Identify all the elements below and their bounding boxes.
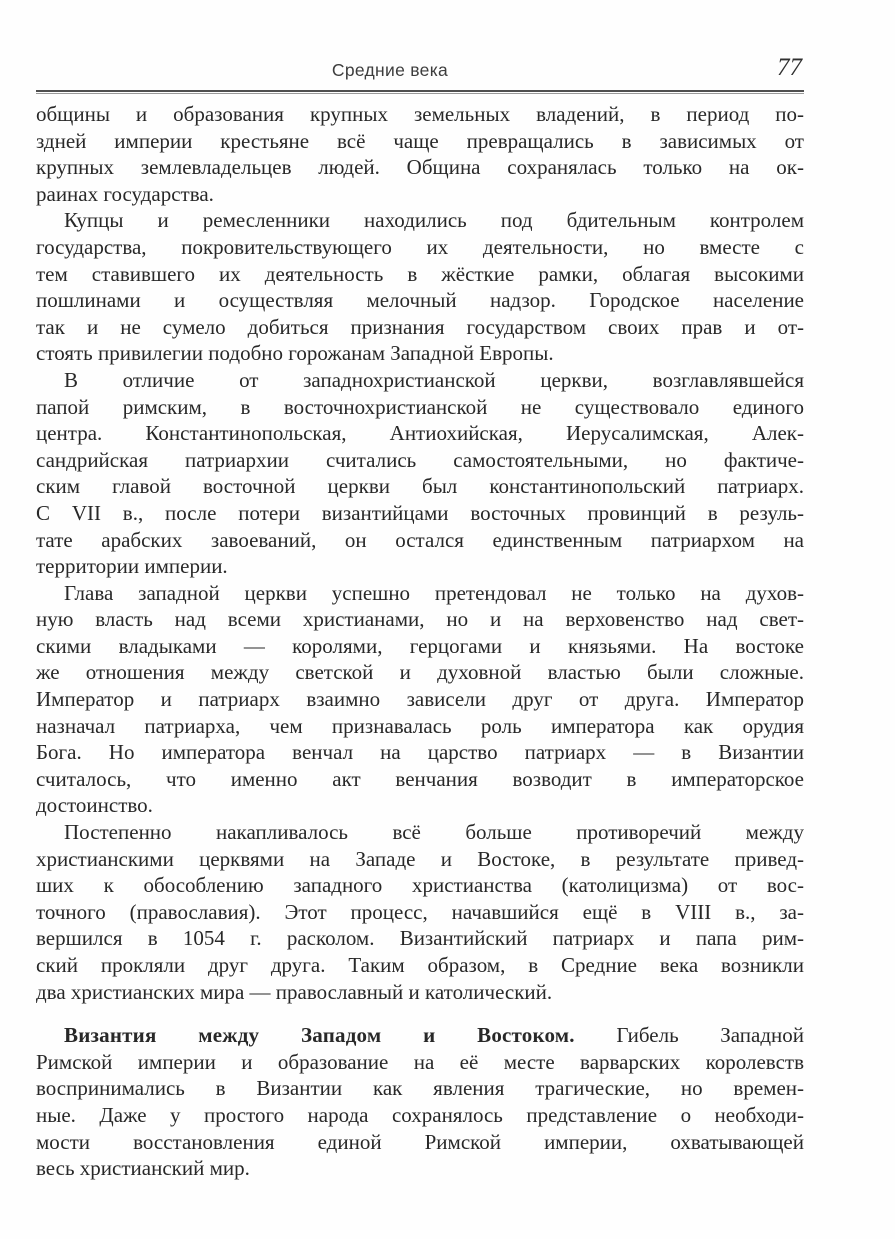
paragraph-byzantium-section xyxy=(36,1022,804,1182)
text-line: Римской империи и образование на её месте варварских королевств xyxy=(36,1049,804,1074)
text-line: Купцы и ремесленники находились под бдительным контролем xyxy=(64,208,804,233)
text-line: ные. Даже у простого народа сохранялось представление о необходи- xyxy=(36,1102,804,1127)
page-header xyxy=(36,54,804,90)
paragraph-merchants xyxy=(36,207,804,367)
page-number: 77 xyxy=(777,54,802,81)
text-line: воспринимались в Византии как явления трагические, но времен- xyxy=(36,1076,804,1101)
text-line: государства, покровительствующего их деятельности, но вместе с xyxy=(36,234,804,259)
text-line: С VII в., после потери византийцами восточных провинций в резуль- xyxy=(36,500,804,525)
text-line: достоинство. xyxy=(36,793,153,818)
text-line: папой римским, в восточнохристианской не существовало единого xyxy=(36,394,804,419)
text-line: ским главой восточной церкви был константинопольский патриарх. xyxy=(36,474,804,499)
section-run-in-heading: Византия между Западом и Востоком. xyxy=(64,1023,575,1048)
running-title: Средние века xyxy=(331,60,449,80)
paragraph-western-church xyxy=(36,580,804,819)
text-line: территории империи. xyxy=(36,554,228,579)
text-line: два христианских мира — православный и католический. xyxy=(36,979,553,1004)
heading-line-rest: Гибель Западной xyxy=(616,1023,805,1048)
text-line: здней империи крестьяне всё чаще превращались в зависимых от xyxy=(36,128,804,153)
text-line: тем ставившего их деятельность в жёсткие рамки, облагая высокими xyxy=(36,261,804,286)
text-line: Император и патриарх взаимно зависели друг от друга. Император xyxy=(36,687,804,712)
text-line: тате арабских завоеваний, он остался единственным патриархом на xyxy=(36,527,804,552)
text-line: так и не сумело добиться признания государством своих прав и от- xyxy=(36,314,804,339)
text-line: центра. Константинопольская, Антиохийская, Иерусалимская, Алек- xyxy=(36,421,804,446)
text-line: христианскими церквями на Западе и Востоке, в результате привед- xyxy=(36,846,804,871)
page-body xyxy=(36,101,804,1182)
header-rule xyxy=(36,90,804,94)
text-line: ский прокляли друг друга. Таким образом, в Средние века возникли xyxy=(36,953,804,977)
text-line: Глава западной церкви успешно претендовал не только на духов- xyxy=(64,580,804,605)
text-line: Бога. Но императора венчал на царство патриарх — в Византии xyxy=(36,740,804,765)
text-line: считалось, что именно акт венчания возводит в императорское xyxy=(36,766,804,791)
text-line: ших к обособлению западного христианства (католицизма) от вос- xyxy=(36,873,804,898)
text-line: же отношения между светской и духовной властью были сложные. xyxy=(36,660,804,685)
text-line: В отличие от западнохристианской церкви, возглавлявшейся xyxy=(64,367,804,392)
text-line: пошлинами и осуществляя мелочный надзор. Городское население xyxy=(36,288,804,313)
text-line: сандрийская патриархии считались самостоятельными, но фактиче- xyxy=(36,447,804,472)
text-line: весь христианский мир. xyxy=(36,1156,250,1181)
text-line: ную власть над всеми христианами, но и на верховенство над свет- xyxy=(36,607,804,632)
text-line: крупных землевладельцев людей. Община сохранялась только на ок- xyxy=(36,155,804,180)
text-line: Постепенно накапливалось всё больше противоречий между xyxy=(64,820,804,845)
paragraph-schism xyxy=(36,819,804,1005)
paragraph-community xyxy=(36,101,804,207)
text-line: назначал патриарха, чем признавалась роль императора как орудия xyxy=(36,713,804,738)
paragraph-eastern-church xyxy=(36,367,804,580)
text-line: раинах государства. xyxy=(36,181,214,206)
text-line xyxy=(36,1022,804,1049)
page-content xyxy=(36,54,805,1182)
text-line: общины и образования крупных земельных владений, в период по- xyxy=(36,102,804,126)
text-line: скими владыками — королями, герцогами и князьями. На востоке xyxy=(36,633,804,658)
text-line: точного (православия). Этот процесс, начавшийся ещё в VIII в., за- xyxy=(36,899,804,924)
text-line: стоять привилегии подобно горожанам Западной Европы. xyxy=(36,341,554,366)
text-line: вершился в 1054 г. расколом. Византийский патриарх и папа рим- xyxy=(36,926,804,951)
text-line: мости восстановления единой Римской империи, охватывающей xyxy=(36,1129,804,1154)
